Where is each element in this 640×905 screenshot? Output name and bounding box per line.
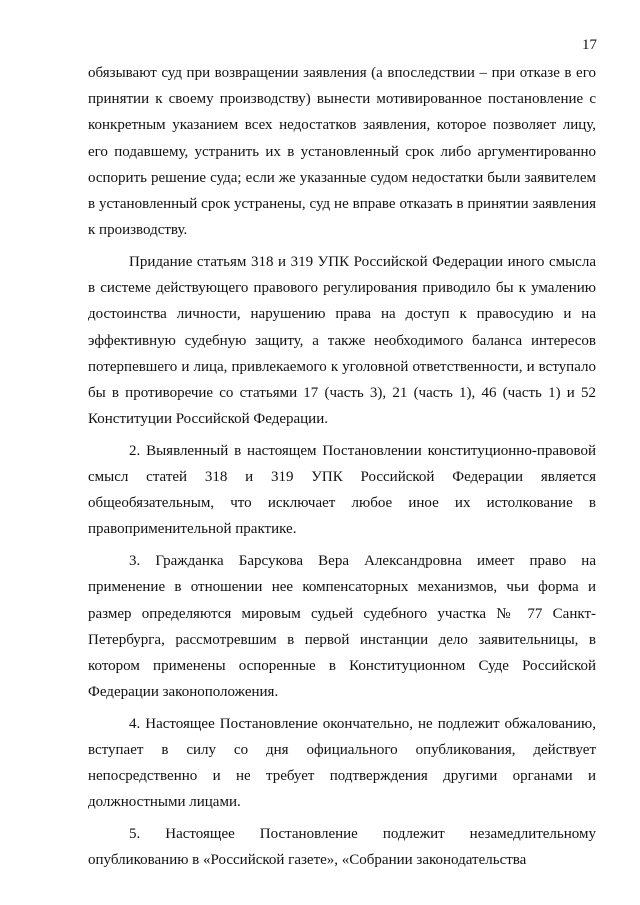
paragraph-item-5: 5. Настоящее Постановление подлежит незамедлительному опубликованию в «Российской газете», «Собрании законодательства [88,826,596,869]
paragraph-item-3: 3. Гражданка Барсукова Вера Александровна имеет право на применение в отношении нее компенсаторных механизмов, чьи форма и размер определяются мировым судьей судебного участка № 77 Санкт-Петербурга, рассмотревшим в первой инстанции дело заявительницы, в котором применены оспоренные в Конституционном Суде Российской Федерации законоположения. [88,553,596,701]
paragraph-item-2: 2. Выявленный в настоящем Постановлении конституционно-правовой смысл статей 318 и 319 УПК Российской Федерации является общеобязательным, что исключает любое иное их истолкование в правоприменительной практике. [88,442,596,538]
paragraph-item-4: 4. Настоящее Постановление окончательно, не подлежит обжалованию, вступает в силу со дня официального опубликования, действует непосредственно и не требует подтверждения другими органами и должностными лицами. [88,715,596,811]
page-number: 17 [582,37,597,53]
document-body [88,60,596,874]
paragraph-interpretation-consequences: Придание статьям 318 и 319 УПК Российской Федерации иного смысла в системе действующего правового регулирования приводило бы к умалению достоинства личности, нарушению права на доступ к правосудию и на эффективную судебную защиту, а также необходимого баланса интересов потерпевшего и лица, привлекаемого к уголовной ответственности, и вступало бы в противоречие со статьями 17 (часть 3), 21 (часть 1), 46 (часть 1) и 52 Конституции Российской Федерации. [88,253,596,428]
paragraph-continuation: обязывают суд при возвращении заявления (а впоследствии – при отказе в его принятии к своему производству) вынести мотивированное постановление с конкретным указанием всех недостатков заявления, которое позволяет лицу, его подавшему, устранить их в установленный срок либо аргументированно оспорить решение суда; если же указанные судом недостатки были заявителем в установленный срок устранены, суд не вправе отказать в принятии заявления к производству. [88,65,596,239]
